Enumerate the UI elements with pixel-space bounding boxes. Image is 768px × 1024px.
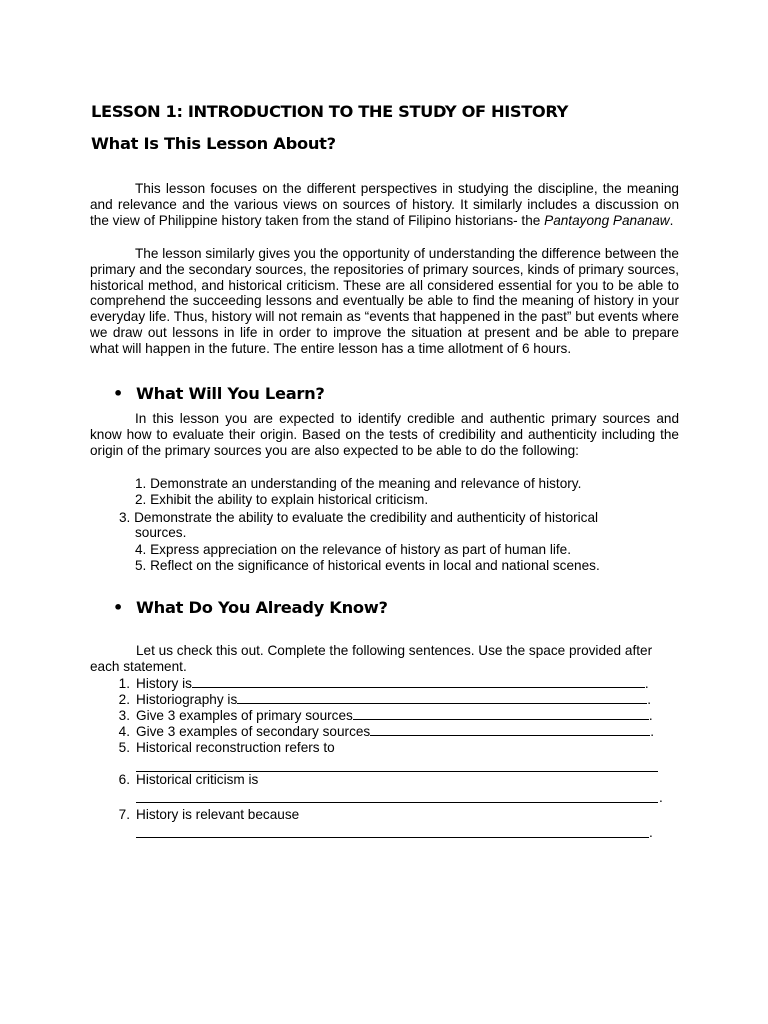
question-text: History is bbox=[136, 676, 192, 691]
bullet-icon: • bbox=[113, 598, 123, 617]
section-heading-learn bbox=[113, 383, 325, 405]
pantayong-pananaw-term: Pantayong Pananaw bbox=[544, 212, 670, 228]
question-6-end: . bbox=[659, 790, 663, 805]
answer-blank-4[interactable] bbox=[370, 723, 650, 736]
know-intro-line-1: Let us check this out. Complete the following sentences. Use the space provided after bbox=[136, 643, 653, 658]
question-text: History is relevant because bbox=[136, 807, 300, 822]
know-intro-line-2: each statement. bbox=[90, 659, 187, 674]
about-paragraph-1 bbox=[90, 181, 679, 228]
question-7-end: . bbox=[649, 825, 653, 840]
question-number: 2. bbox=[118, 692, 130, 707]
about-paragraph-1-end: . bbox=[669, 212, 674, 228]
question-text: Historical criticism is bbox=[136, 772, 259, 787]
question-item-5 bbox=[106, 740, 335, 756]
objective-4: 4. Express appreciation on the relevance of history as part of human life. bbox=[135, 542, 571, 557]
question-text: Historiography is bbox=[136, 692, 238, 707]
question-end: . bbox=[648, 708, 653, 723]
learn-intro-text: In this lesson you are expected to identify credible and authentic primary sources and know how to evaluate their origin. Based on the tests of credibility and authenticity including the origin of the primary sources you are also expected to be able to do the following: bbox=[90, 411, 679, 458]
answer-blank-1[interactable] bbox=[192, 675, 645, 688]
question-number: 6. bbox=[118, 772, 130, 787]
question-text: Give 3 examples of secondary sources bbox=[136, 724, 371, 739]
section-heading-know bbox=[113, 597, 388, 619]
about-paragraph-2 bbox=[90, 246, 679, 357]
question-end: . bbox=[650, 724, 655, 739]
bullet-icon: • bbox=[113, 384, 123, 403]
question-number: 7. bbox=[118, 807, 130, 822]
about-paragraph-1-text: This lesson focuses on the different perspectives in studying the discipline, the meaning and relevance and the various views on sources of history. It similarly includes a discussion on the view of Philippine history taken from the stand of Filipino historians- the bbox=[90, 181, 679, 228]
question-item-7 bbox=[106, 807, 299, 823]
question-text: Historical reconstruction refers to bbox=[136, 740, 335, 755]
answer-blank-2[interactable] bbox=[237, 691, 647, 704]
question-item-1 bbox=[106, 675, 649, 692]
answer-blank-6[interactable] bbox=[136, 802, 658, 803]
question-number: 4. bbox=[118, 724, 130, 739]
question-item-3 bbox=[106, 707, 653, 724]
know-heading-text: What Do You Already Know? bbox=[136, 598, 388, 617]
question-end: . bbox=[644, 676, 649, 691]
answer-blank-7[interactable] bbox=[136, 837, 649, 838]
question-end: . bbox=[647, 692, 652, 707]
about-paragraph-2-text: The lesson similarly gives you the opportunity of understanding the difference between the primary and the secondary sources, the repositories of primary sources, kinds of primary sources, historical method, and historical criticism. These are all considered essential for you to be able to comprehend the succeeding lessons and eventually be able to find the meaning of history in your everyday life. Thus, history will not remain as “events that happened in the past” but events where we draw out lessons in life in order to improve the situation at present and be able to prepare what will happen in the future. The entire lesson has a time allotment of 6 hours. bbox=[90, 246, 679, 356]
objective-3: 3. Demonstrate the ability to evaluate the credibility and authenticity of historical bbox=[119, 510, 599, 525]
question-number: 5. bbox=[118, 740, 130, 755]
section-heading-about: What Is This Lesson About? bbox=[91, 134, 336, 153]
answer-blank-3[interactable] bbox=[353, 707, 649, 720]
learn-heading-text: What Will You Learn? bbox=[136, 384, 325, 403]
learn-intro bbox=[90, 411, 679, 458]
question-item-4 bbox=[106, 723, 654, 740]
question-number: 1. bbox=[118, 676, 130, 691]
question-number: 3. bbox=[118, 708, 130, 723]
objective-5: 5. Reflect on the significance of historical events in local and national scenes. bbox=[135, 558, 600, 573]
lesson-title: LESSON 1: INTRODUCTION TO THE STUDY OF HISTORY bbox=[91, 102, 569, 121]
objective-1: 1. Demonstrate an understanding of the meaning and relevance of history. bbox=[135, 476, 582, 491]
question-item-2 bbox=[106, 691, 651, 708]
objective-2: 2. Exhibit the ability to explain historical criticism. bbox=[135, 492, 429, 507]
question-text: Give 3 examples of primary sources bbox=[136, 708, 353, 723]
objective-3-continued: sources. bbox=[135, 525, 187, 540]
question-item-6 bbox=[106, 772, 258, 788]
